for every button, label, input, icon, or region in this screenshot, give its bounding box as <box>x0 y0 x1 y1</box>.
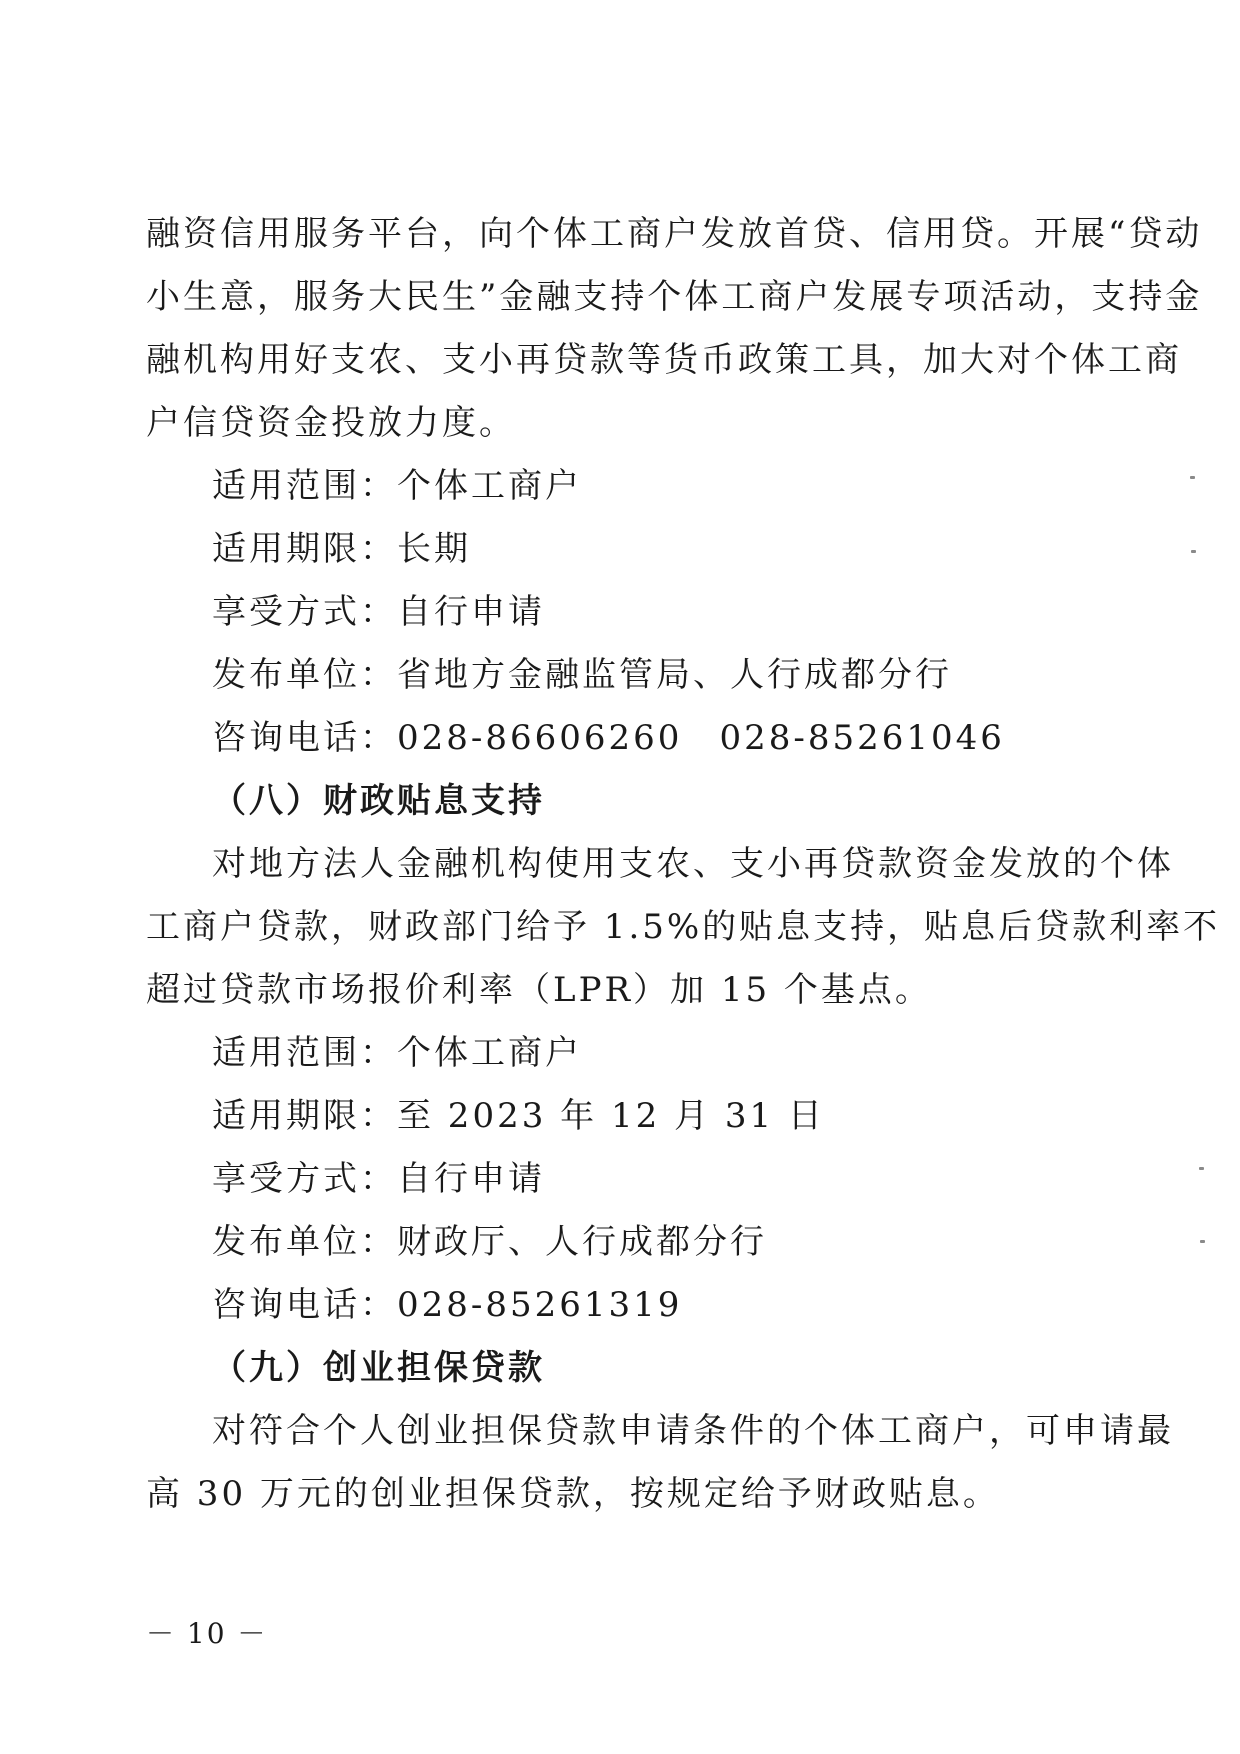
paragraph-line: 融资信用服务平台，向个体工商户发放首贷、信用贷。开展“贷动 <box>146 214 1203 254</box>
paragraph-line: 对地方法人金融机构使用支农、支小再贷款资金发放的个体 <box>212 844 1174 884</box>
paragraph-line: 高 30 万元的创业担保贷款，按规定给予财政贴息。 <box>146 1474 1000 1514</box>
period-line: 适用期限：长期 <box>212 529 471 569</box>
phone-line: 咨询电话：028-86606260 028-85261046 <box>212 718 1005 758</box>
scan-speck <box>1190 476 1195 479</box>
section-heading: （九）创业担保贷款 <box>212 1348 545 1388</box>
method-line: 享受方式：自行申请 <box>212 1159 545 1199</box>
scan-speck <box>1200 1240 1205 1243</box>
paragraph-line: 小生意，服务大民生”金融支持个体工商户发展专项活动，支持金 <box>146 277 1203 317</box>
method-line: 享受方式：自行申请 <box>212 592 545 632</box>
section-heading: （八）财政贴息支持 <box>212 781 545 821</box>
body-text <box>146 203 1221 1526</box>
scan-speck <box>1191 550 1196 553</box>
period-line: 适用期限：至 2023 年 12 月 31 日 <box>212 1096 825 1136</box>
page-number: － 10 － <box>146 1617 268 1650</box>
phone-line: 咨询电话：028-85261319 <box>212 1285 683 1325</box>
paragraph-line: 融机构用好支农、支小再贷款等货币政策工具，加大对个体工商 <box>146 340 1182 380</box>
publisher-line: 发布单位：财政厅、人行成都分行 <box>212 1222 767 1262</box>
paragraph-line: 户信贷资金投放力度。 <box>146 403 516 443</box>
scope-line: 适用范围：个体工商户 <box>212 466 582 506</box>
scope-line: 适用范围：个体工商户 <box>212 1033 582 1073</box>
paragraph-line: 对符合个人创业担保贷款申请条件的个体工商户，可申请最 <box>212 1411 1174 1451</box>
scan-speck <box>1199 1167 1204 1170</box>
paragraph-line: 超过贷款市场报价利率（LPR）加 15 个基点。 <box>146 970 932 1010</box>
publisher-line: 发布单位：省地方金融监管局、人行成都分行 <box>212 655 952 695</box>
paragraph-line: 工商户贷款，财政部门给予 1.5%的贴息支持，贴息后贷款利率不 <box>146 907 1221 947</box>
